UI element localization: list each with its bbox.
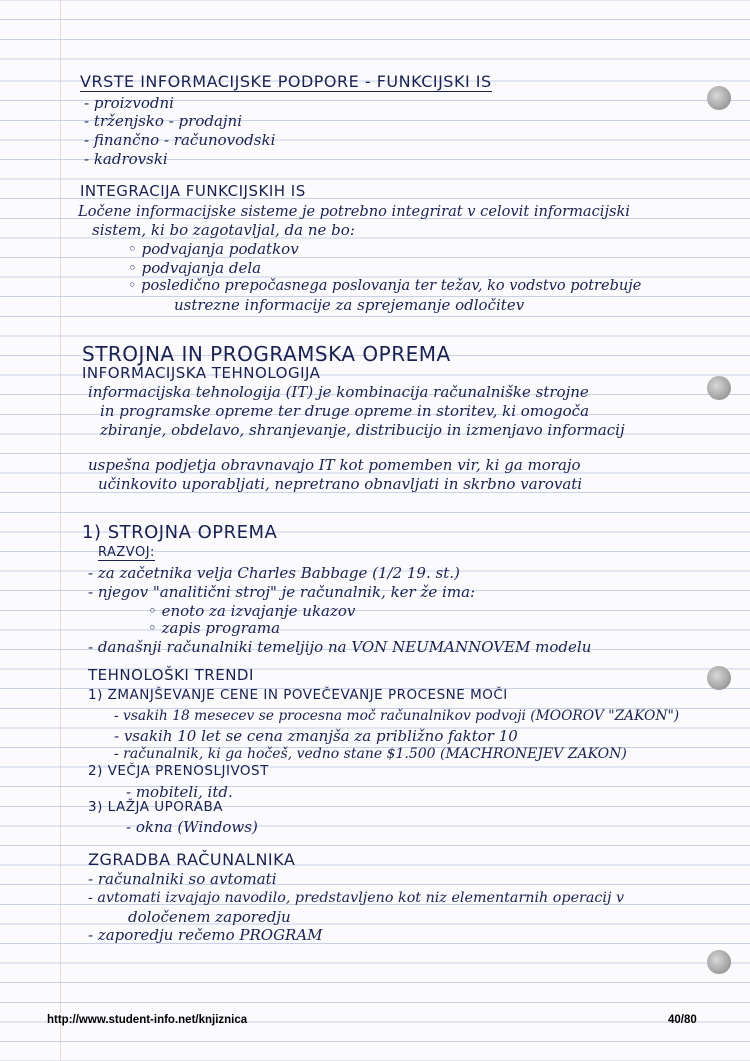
subheading-razvoj: RAZVOJ: [98,545,155,560]
text-line: 1) ZMANJŠEVANJE CENE IN POVEČEVANJE PROCESNE MOČI [88,687,508,703]
text-line: - mobiteli, itd. [126,783,233,801]
punch-hole [707,666,731,690]
heading-strojna-oprema: 1) STROJNA OPREMA [82,522,278,543]
text-line: - za začetnika velja Charles Babbage (1/2 19. st.) [88,564,460,582]
heading-vrste: VRSTE INFORMACIJSKE PODPORE - FUNKCIJSKI IS [80,72,492,91]
text-line: in programske opreme ter druge opreme in storitev, ki omogoča [100,402,590,420]
text-line: ustrezne informacije za sprejemanje odločitev [174,296,525,314]
text-line: - avtomati izvajajo navodilo, predstavljeno kot niz elementarnih operacij v [88,890,625,906]
text-line: sistem, ki bo zagotavljal, da ne bo: [92,221,355,239]
heading-zgradba: ZGRADBA RAČUNALNIKA [88,850,296,869]
margin-line [60,0,61,1061]
text-line: - vsakih 18 mesecev se procesna moč računalnikov podvoji (MOOROV "ZAKON") [114,708,680,724]
text-line: - računalnik, ki ga hočeš, vedno stane $1.500 (MACHRONEJEV ZAKON) [114,746,627,762]
heading-trendi: TEHNOLOŠKI TRENDI [88,666,254,684]
subheading-it: INFORMACIJSKA TEHNOLOGIJA [82,364,321,382]
text-line: - današnji računalniki temeljijo na VON NEUMANNOVEM modelu [88,638,592,656]
text-line: 3) LAŽJA UPORABA [88,799,223,815]
bullet-item: ◦ posledično prepočasnega poslovanja ter težav, ko vodstvo potrebuje [128,278,642,294]
footer-url: http://www.student-info.net/knjiznica [47,1014,248,1026]
text-line: informacijska tehnologija (IT) je kombinacija računalniške strojne [88,383,589,401]
punch-hole [707,950,731,974]
text-line: učinkovito uporabljati, nepretrano obnavljati in skrbno varovati [98,475,583,493]
text-line: - zaporedju rečemo PROGRAM [88,926,323,944]
bullet-item: ◦ enoto za izvajanje ukazov [148,602,356,620]
heading-integracija: INTEGRACIJA FUNKCIJSKIH IS [80,182,306,200]
text-line: - okna (Windows) [126,818,258,836]
text-line: zbiranje, obdelavo, shranjevanje, distribucijo in izmenjavo informacij [100,421,625,439]
punch-hole [707,86,731,110]
bullet-item: ◦ zapis programa [148,619,281,637]
text-line: določenem zaporedju [128,908,291,926]
punch-hole [707,376,731,400]
bullet-item: ◦ podvajanja podatkov [128,240,299,258]
bullet-item: ◦ podvajanja dela [128,259,262,277]
text-line: 2) VEČJA PRENOSLJIVOST [88,763,269,779]
text-line: Ločene informacijske sisteme je potrebno integrirat v celovit informacijski [78,203,630,220]
list-item: - proizvodni [84,94,174,112]
heading-strojna-programska: STROJNA IN PROGRAMSKA OPREMA [82,342,451,366]
text-line: - njegov "analitični stroj" je računalnik, ker že ima: [88,583,476,601]
list-item: - trženjsko - prodajni [84,112,243,130]
list-item: - kadrovski [84,150,168,168]
text-line: - računalniki so avtomati [88,870,277,888]
list-item: - finančno - računovodski [84,131,276,149]
text-line: - vsakih 10 let se cena zmanjša za približno faktor 10 [114,727,518,745]
page-number: 40/80 [668,1014,697,1026]
text-line: uspešna podjetja obravnavajo IT kot pomemben vir, ki ga morajo [88,456,581,474]
